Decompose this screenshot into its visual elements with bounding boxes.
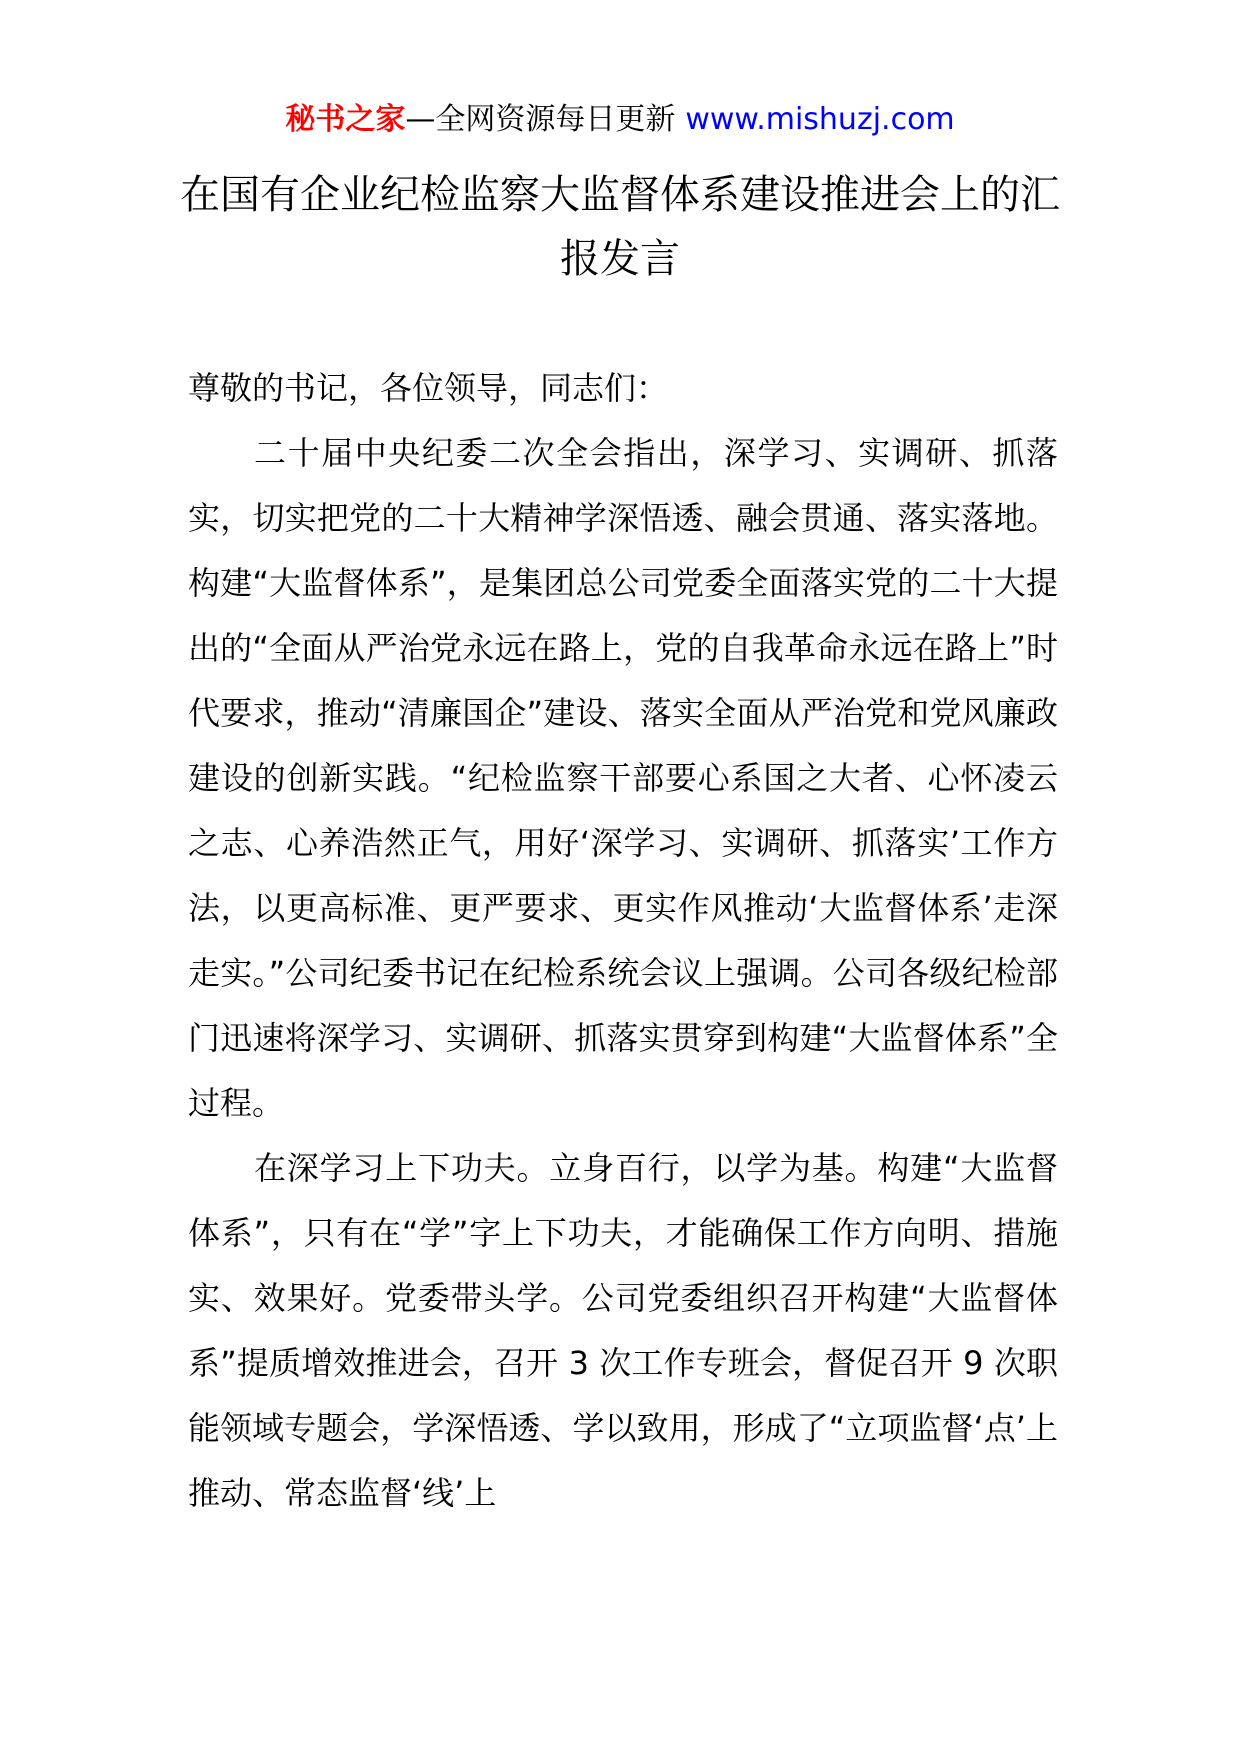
salutation: 尊敬的书记，各位领导，同志们： (188, 369, 669, 407)
header-url-link[interactable]: www.mishuzj.com (685, 102, 955, 137)
header-brand: 秘书之家 (285, 102, 406, 137)
paragraph-2: 在深学习上下功夫。立身百行，以学为基。构建“大监督体系”，只有在“学”字上下功夫，才能确保工作方向明、措施实、效果好。党委带头学。公司党委组织召开构建“大监督体系”提质增效推进会，召开 3 次工作专班会，督促召开 9 次职能领域专题会，学深悟透、学以致用，形成了“立项监督‘点’上推动、常态监督‘线’上 (188, 1149, 1058, 1512)
document-title: 在国有企业纪检监察大监督体系建设推进会上的汇报发言 (180, 172, 1060, 282)
document-body (188, 356, 1058, 1526)
header-tagline: —全网资源每日更新 (405, 102, 676, 137)
document-header (0, 100, 1240, 140)
paragraph-1: 二十届中央纪委二次全会指出，深学习、实调研、抓落实，切实把党的二十大精神学深悟透、融会贯通、落实落地。构建“大监督体系”，是集团总公司党委全面落实党的二十大提出的“全面从严治党永远在路上，党的自我革命永远在路上”时代要求，推动“清廉国企”建设、落实全面从严治党和党风廉政建设的创新实践。“纪检监察干部要心系国之大者、心怀凌云之志、心养浩然正气，用好‘深学习、实调研、抓落实’工作方法，以更高标准、更严要求、更实作风推动‘大监督体系’走深走实。”公司纪委书记在纪检系统会议上强调。公司各级纪检部门迅速将深学习、实调研、抓落实贯穿到构建“大监督体系”全过程。 (188, 434, 1058, 1122)
